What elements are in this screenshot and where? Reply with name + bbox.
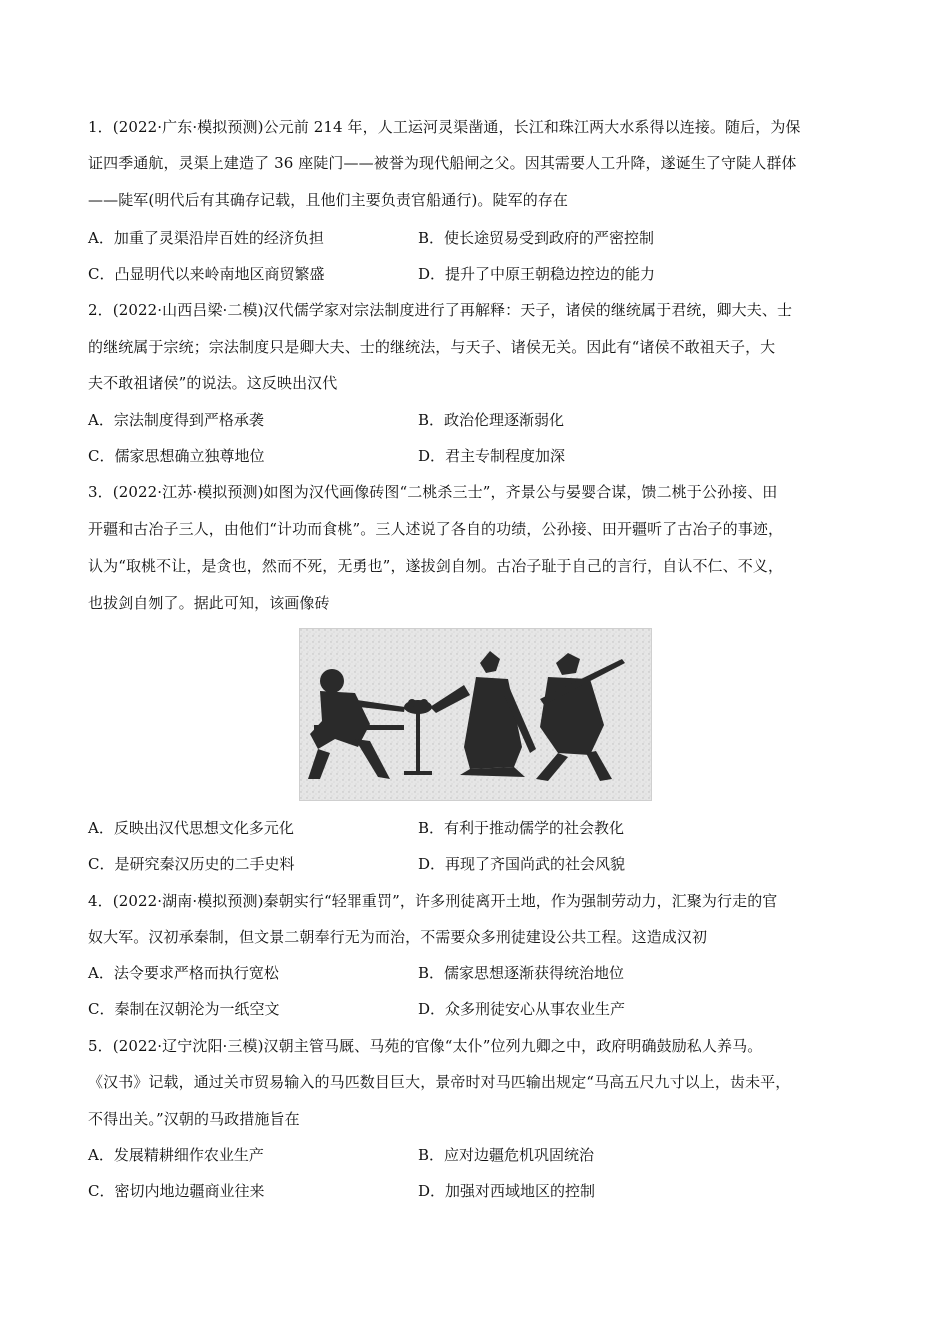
brick-relief-illustration xyxy=(300,629,651,800)
q5-stem-line-2: 《汉书》记载，通过关市贸易输入的马匹数目巨大，景帝时对马匹输出规定“马高五尺九寸以上，齿未平， xyxy=(88,1073,791,1091)
q3-stem-line-2: 开疆和古冶子三人，由他们“计功而食桃”。三人述说了各自的功绩，公孙接、田开疆听了古冶子的事迹， xyxy=(88,520,784,538)
q2-option-a: A．宗法制度得到严格承袭 xyxy=(88,411,264,429)
q2-option-c: C．儒家思想确立独尊地位 xyxy=(88,447,265,465)
q3-option-a: A．反映出汉代思想文化多元化 xyxy=(88,819,294,837)
q3-stem-line-1: 3．(2022·江苏·模拟预测)如图为汉代画像砖图“二桃杀三士”，齐景公与晏婴合谋，馈二桃于公孙接、田 xyxy=(88,483,778,501)
q5-stem-line-1: 5．(2022·辽宁沈阳·三模)汉朝主管马厩、马苑的官像“太仆”位列九卿之中，政府明确鼓励私人养马。 xyxy=(88,1037,763,1055)
q3-stem-line-4: 也拔剑自刎了。据此可知，该画像砖 xyxy=(88,594,330,612)
q2-option-d: D．君主专制程度加深 xyxy=(418,447,566,465)
q2-stem-line-3: 夫不敢祖诸侯”的说法。这反映出汉代 xyxy=(88,374,338,392)
q5-stem-line-3: 不得出关。”汉朝的马政措施旨在 xyxy=(88,1110,300,1128)
q1-option-c: C．凸显明代以来岭南地区商贸繁盛 xyxy=(88,265,325,283)
q4-stem-line-1: 4．(2022·湖南·模拟预测)秦朝实行“轻罪重罚”，许多刑徒离开土地，作为强制劳动力，汇聚为行走的官 xyxy=(88,892,778,910)
q4-stem-line-2: 奴大军。汉初承秦制，但文景二朝奉行无为而治，不需要众多刑徒建设公共工程。这造成汉初 xyxy=(88,928,708,946)
q1-option-a: A．加重了灵渠沿岸百姓的经济负担 xyxy=(88,229,324,247)
q1-stem-line-1: 1．(2022·广东·模拟预测)公元前 214 年，人工运河灵渠凿通，长江和珠江两大水系得以连接。随后，为保 xyxy=(88,118,801,136)
q2-stem-line-2: 的继统属于宗统；宗法制度只是卿大夫、士的继统法，与天子、诸侯无关。因此有“诸侯不敢祖天子，大 xyxy=(88,338,776,356)
q1-option-b: B．使长途贸易受到政府的严密控制 xyxy=(418,229,655,247)
han-brick-relief-image xyxy=(299,628,652,801)
q3-stem-line-3: 认为“取桃不让，是贪也，然而不死，无勇也”，遂拔剑自刎。古冶子耻于自己的言行，自认不仁、不义， xyxy=(88,557,784,575)
q2-stem-line-1: 2．(2022·山西吕梁·二模)汉代儒学家对宗法制度进行了再解释：天子，诸侯的继统属于君统，卿大夫、士 xyxy=(88,301,793,319)
q3-option-d: D．再现了齐国尚武的社会风貌 xyxy=(418,855,626,873)
q4-option-c: C．秦制在汉朝沦为一纸空文 xyxy=(88,1000,280,1018)
q4-option-d: D．众多刑徒安心从事农业生产 xyxy=(418,1000,626,1018)
q5-option-b: B．应对边疆危机巩固统治 xyxy=(418,1146,595,1164)
q1-stem-line-3: ——陡军(明代后有其确存记载，且他们主要负责官船通行)。陡军的存在 xyxy=(88,191,569,209)
q3-option-b: B．有利于推动儒学的社会教化 xyxy=(418,819,625,837)
q5-option-d: D．加强对西域地区的控制 xyxy=(418,1182,596,1200)
q1-stem-line-2: 证四季通航，灵渠上建造了 36 座陡门——被誉为现代船闸之父。因其需要人工升降，遂诞生了守陡人群体 xyxy=(88,154,797,172)
q4-option-b: B．儒家思想逐渐获得统治地位 xyxy=(418,964,625,982)
q4-option-a: A．法令要求严格而执行宽松 xyxy=(88,964,279,982)
q5-option-c: C．密切内地边疆商业往来 xyxy=(88,1182,265,1200)
q1-option-d: D．提升了中原王朝稳边控边的能力 xyxy=(418,265,656,283)
q2-option-b: B．政治伦理逐渐弱化 xyxy=(418,411,565,429)
q3-option-c: C．是研究秦汉历史的二手史料 xyxy=(88,855,295,873)
q5-option-a: A．发展精耕细作农业生产 xyxy=(88,1146,264,1164)
